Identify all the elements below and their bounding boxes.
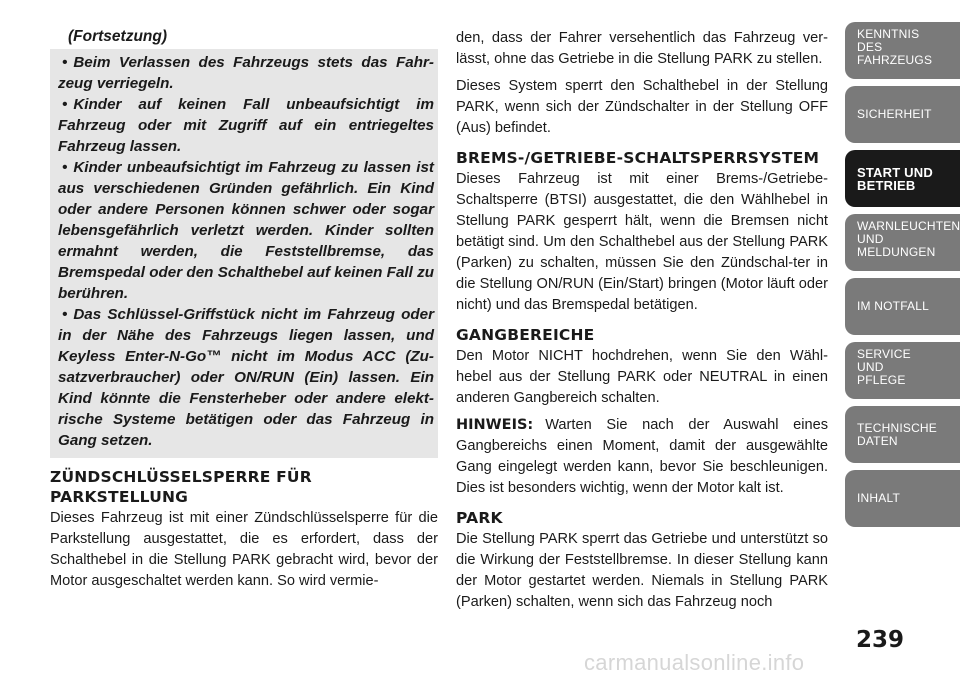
continuation-label: (Fortsetzung) (68, 28, 168, 45)
paragraph-system: Dieses System sperrt den Schalthebel in der Stellung PARK, wenn sich der Zündschalter in der Stellung OFF (Aus) befindet. (456, 78, 828, 136)
watermark: carmanualsonline.info (584, 650, 805, 675)
section-heading-brems: BREMS-/GETRIEBE-SCHALTSPERRSYSTEM (456, 149, 820, 167)
warning-item: • Kinder unbeaufsichtigt im Fahrzeug zu lassen ist aus verschiedenen Gründen gefährlich. Ein Kind oder andere Personen können schwer oder sogar lebensgefährlich verletzt werden. Kinder sollten ermahnt werden, die Feststellbremse, das Bremspedal oder den Schalthebel auf keinen Fall zu berühren. (58, 159, 434, 302)
paragraph-park: Die Stellung PARK sperrt das Getriebe und unterstützt so die Wirkung der Feststellbremse. In dieser Stellung kann der Motor gestartet werden. Niemals in Stellung PARK (Parken) schalten, wenn sich das Fahrzeug noch (456, 531, 828, 610)
tab-inhalt[interactable]: INHALT (845, 470, 960, 527)
note-label: HINWEIS: (456, 417, 534, 433)
note-paragraph (456, 415, 828, 499)
tab-im-notfall[interactable]: IM NOTFALL (845, 278, 960, 335)
right-column (456, 28, 828, 619)
section-heading-park: PARK (456, 509, 503, 527)
paragraph-brems: Dieses Fahrzeug ist mit einer Brems-/Getriebe-Schaltsperre (BTSI) ausgestattet, die den Wählhebel in Stellung PARK gesperrt hält, wenn die Bremsen nicht betätigt sind. Um den Schalthebel aus der Stellung PARK (Parken) zu schalten, müssen Sie den Zündschal-ter in die Stellung ON/RUN (Ein/Start) bringen (Motor läuft oder nicht) und das Bremspedal betätigen. (456, 171, 828, 313)
chapter-tabs (845, 22, 960, 534)
tab-service-und-pflege[interactable]: SERVICE UND PFLEGE (845, 342, 960, 399)
section-heading-gangbereiche: GANGBEREICHE (456, 326, 595, 344)
left-column (50, 28, 438, 598)
section-heading-zuendschluesselsperre: ZÜNDSCHLÜSSELSPERRE FÜR PARKSTELLUNG (50, 468, 312, 506)
paragraph-continued: den, dass der Fahrer versehentlich das Fahrzeug ver-lässt, ohne das Getriebe in die Stellung PARK zu stellen. (456, 30, 828, 67)
warning-item: • Kinder auf keinen Fall unbeaufsichtigt im Fahrzeug oder mit Zugriff auf ein entriegeltes Fahrzeug lassen. (58, 96, 434, 155)
tab-sicherheit[interactable]: SICHERHEIT (845, 86, 960, 143)
tab-warnleuchten[interactable]: WARNLEUCHTEN UND MELDUNGEN (845, 214, 960, 271)
warning-item: • Das Schlüssel-Griffstück nicht im Fahrzeug oder in der Nähe des Fahrzeugs liegen lassen, und Keyless Enter-N-Go™ nicht im Modus ACC (Zu-satzverbraucher) oder ON/RUN (Ein) lassen. Ein Kind könnte die Fensterheber oder andere elekt-rische Systeme betätigen oder das Fahrzeug in Gang setzen. (58, 306, 434, 449)
warning-item: • Beim Verlassen des Fahrzeugs stets das Fahr-zeug verriegeln. (58, 54, 434, 92)
paragraph-gangbereiche: Den Motor NICHT hochdrehen, wenn Sie den Wähl-hebel aus der Stellung PARK oder NEUTRAL in einen anderen Gangbereich schalten. (456, 348, 828, 406)
tab-start-und-betrieb[interactable]: START UND BETRIEB (845, 150, 960, 207)
note-text: Warten Sie nach der Auswahl eines Gangbereichs einen Moment, damit der ausgewählte Gang eingelegt werden kann, bevor Sie beschleunigen. Dies ist besonders wichtig, wenn der Motor kalt ist. (456, 417, 828, 496)
paragraph-zuendschluesselsperre: Dieses Fahrzeug ist mit einer Zündschlüsselsperre für die Parkstellung ausgestattet, die es erfordert, dass der Schalthebel in die Stellung PARK gebracht wird, bevor der Motor ausgeschaltet werden kann. So wird vermie- (50, 510, 438, 589)
tab-technische-daten[interactable]: TECHNISCHE DATEN (845, 406, 960, 463)
page-number: 239 (856, 627, 905, 653)
tab-kenntnis-des-fahrzeugs[interactable]: KENNTNIS DES FAHRZEUGS (845, 22, 960, 79)
warning-box (50, 49, 438, 458)
